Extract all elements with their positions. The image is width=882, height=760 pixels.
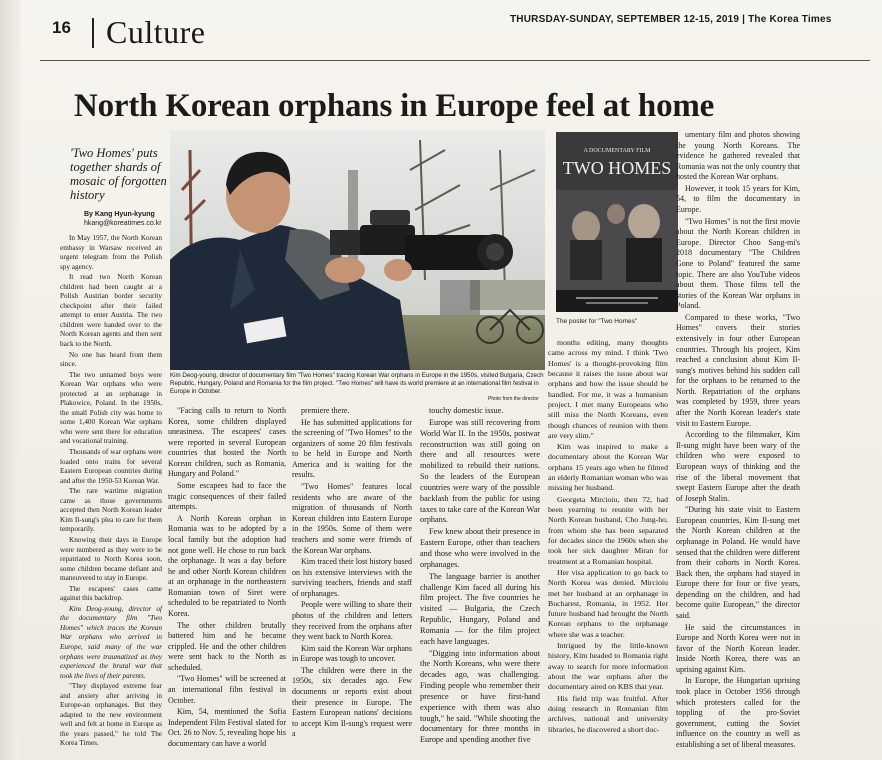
paragraph: It read two North Korean children had been caught at a Polish Austrian border security checkpoint after their failed attempt to enter Austria. The two children were handed over to the North Korean agents and then sent back to the North. (60, 273, 162, 349)
paragraph: Thousands of war orphans were loaded onto trains for several Eastern European countries during and after the 1950-53 Korean War. (60, 448, 162, 485)
paragraph: Compared to these works, "Two Homes" covers their stories extensively in four other European countries. Through his project, Kim reached a conclusion about Kim Il-sung's motives behind his sudden call for the orphans to be returned to the North. Repatriation of the orphans was completed by 1959, three years after the North Korean leader's state visit to Eastern Europe. (676, 312, 800, 428)
paragraph: "Facing calls to return to North Korea, some children displayed uneasiness. The escapees' cases were reported in several European countries that hosted the North Korean children, such as Romania, Hungary and Poland." (168, 406, 286, 479)
paragraph: "Digging into information about the North Koreans, who were there decades ago, was challenging. Finding people who remember their presence or have first-hand experience with them was also tough," he said. "While shooting the documentary for three months in Europe and spending another five (420, 648, 540, 745)
article-column-6 (676, 130, 800, 752)
section-divider (92, 18, 94, 48)
paragraph: Kim, 54, mentioned the Sofia Independent Film Festival slated for Oct. 26 to Nov. 5, revealing hope his documentary can have a world (168, 707, 286, 748)
section-title: Culture (106, 14, 206, 50)
article-column-5 (548, 338, 668, 736)
paragraph: No one has heard from them since. (60, 350, 162, 369)
paragraph: Kim Deog-young, director of the documentary film "Two Homes" which traces the Korean War orphans who arrived in Europe, said many of the war orphans were traumatized as they experienced the brutal war that took the lives of their parents. (60, 604, 162, 680)
paragraph: Knowing their days in Europe were numbered as they were to be repatriated to North Korea soon, some children became defiant and maneuvered to stay in Europe. (60, 535, 162, 583)
paragraph: Some escapees had to face the tragic consequences of their failed attempts. (168, 481, 286, 512)
paragraph: However, it took 15 years for Kim, 54, to film the documentary in Europe. (676, 183, 800, 215)
paragraph: In May 1957, the North Korean embassy in Warsaw received an urgent telegram from the Polish spy agency. (60, 234, 162, 271)
director-photo-art (170, 130, 545, 370)
paragraph: Georgeta Mircioiu, then 72, had been yearning to reunite with her North Korean husband, Cho Jung-ho, from whom she has been separated for decades since the 1960s when she took her sick daughter Miran for treatment at a Romanian hospital. (548, 494, 668, 566)
paragraph: According to the filmmaker, Kim Il-sung might have been wary of the children who were exposed to European ways of thinking and the rise of the liberal movement that swept Eastern Europe after the death of Joseph Stalin. (676, 430, 800, 503)
paragraph: months editing, many thoughts came across my mind. I think 'Two Homes' is a thought-provoking film because it raises the issue about war orphans and how the issue should be handled. For me, it was a humanism project. I met many Europeans who still miss the North Koreans, even though chances of reunion with them are very slim." (548, 338, 668, 440)
paragraph: premiere there. (301, 406, 350, 415)
byline-author: By Kang Hyun-kyung (84, 211, 155, 218)
paragraph: The other children brutally battered him and he became crippled. He and the other children were sent back to the North as scheduled. (168, 620, 286, 672)
paragraph: He has submitted applications for the screening of "Two Homes" to the organizers of some 20 film festivals to be held in Europe and North America and is waiting for the results. (292, 417, 412, 480)
byline-email: hkang@koreatimes.co.kr (84, 220, 162, 227)
paragraph: Kim traced their lost history based on his extensive interviews with the surviving teachers, friends and staff of orphanages. (292, 557, 412, 598)
poster-caption: The poster for "Two Homes" (556, 318, 638, 325)
paragraph: Kim said the Korean War orphans in Europe was tough to uncover. (292, 643, 412, 664)
paragraph: People were willing to share their photos of the children and letters they received from the orphans after they went back to North Korea. (292, 600, 412, 642)
paragraph: Kim was inspired to make a documentary about the Korean War orphans 15 years ago when he filmed an elderly Romanian woman who was missing her husband. (548, 442, 668, 493)
paragraph: "They displayed extreme fear and anxiety after arriving in Europe-an orphanages. But they adapted to the new environment well and felt at home in Europe as the years passed," he told The Korea Times. (60, 682, 162, 748)
article-column-4 (420, 406, 540, 747)
paragraph: touchy domestic issue. (429, 406, 504, 415)
photo-credit: Photo from the director (488, 396, 539, 402)
paragraph: "Two Homes" is not the first movie about the North Korean children in Europe. Director Choo Sang-mi's 2018 documentary "The Children Gone to Poland" featured the same topic. There are also YouTube videos about them. Those films tell the stories of the Korean War orphans in Poland. (676, 216, 800, 311)
subheadline: 'Two Homes' puts together shards of mosaic of forgotten history (70, 146, 167, 202)
paragraph: The language barrier is another challenge Kim faced all during his film project. The five countries he visited — Bulgaria, the Czech Republic, Hungary, Poland and Romania — for the film project each have languages. (420, 571, 540, 646)
byline (84, 210, 174, 228)
header-rule (40, 60, 870, 61)
film-poster (556, 132, 678, 312)
article-column-2 (168, 406, 286, 751)
paragraph: Her visa application to go back to North Korea was denied. Mircioiu met her husband at an orphanage in Bucharest, Romania, in 1952. Her future husband had brought the North Korean orphans to the orphanage where she was a teacher. (548, 567, 668, 639)
paragraph: The two unnamed boys were Korean War orphans who were protected at an orphanage in Plakowice, Poland. In the 1950s, the small Polish city was home to some 1,400 Korean War orphans who were sent there for education and vocational training. (60, 370, 162, 446)
paragraph: Few knew about their presence in Eastern Europe, other than teachers and those who were involved in the orphanages. (420, 527, 540, 569)
article-column-1 (60, 234, 162, 750)
article-column-3 (292, 406, 412, 741)
paragraph: A North Korean orphan in Romania was to be adopted by a local family but the adoption had not gone well. He chose to run back the orphanage. It was a day before he and other North Korean children at an orphanage in the northeastern Romanian town of Siret were scheduled to be repatriated to North Korea. (168, 513, 286, 618)
photo-caption: Kim Deog-young, director of documentary film "Two Homes" tracing Korean War orphans in Europe in the 1950s, visited Bulgaria, Czech Republic, Hungary, Poland and Romania for the film project. "Two Homes" will have its world premiere at an international film festival in Europe in October. (170, 372, 544, 395)
paragraph: In Europe, the Hungarian uprising took place in October 1956 through which protesters called for the toppling of the pro-Soviet government, cutting the Soviet influence on the country as well as establishing a set of liberal measures. (676, 676, 800, 749)
headline: North Korean orphans in Europe feel at home (74, 88, 715, 124)
paragraph: He said the circumstances in Europe and North Korea were not in favor of the North Korean leader. Inside North Korea, there was an uprising against Kim. (676, 622, 800, 674)
paragraph: The escapees' cases came against this backdrop. (60, 584, 162, 603)
poster-title: TWO HOMES (562, 158, 672, 178)
paragraph: His field trip was fruitful. After doing research in Romanian film archives, national and university libraries, he discovered a short doc- (548, 693, 668, 734)
paragraph: The children were there in the 1950s, six decades ago. Few documents or reports exist about their presence in Europe. The Eastern European nations' decisions to accept Kim Il-sung's request were a (292, 665, 412, 739)
director-photo (170, 130, 545, 370)
paragraph: Europe was still recovering from World War II. In the 1950s, postwar reconstruction was still going on there and all resources were mobilized to rebuild their nations. So the leaders of the European countries were wary of the possible backlash from the public for using taxes to take care of the Korean War orphans. (420, 417, 540, 525)
poster-small-title: A DOCUMENTARY FILM (583, 148, 651, 154)
page-number: 16 (52, 18, 71, 37)
page-edge-shadow (0, 0, 20, 760)
paragraph: "During his state visit to Eastern European countries, Kim Il-sung met the North Korean children at the orphanage in Poland. He would have sensed that the children were different from their cohorts in North Korea. Back then, the orphans had stayed in Europe there for four or five years, depending on the children, and had become quite European," the director said. (676, 505, 800, 621)
paragraph: umentary film and photos showing the young North Koreans. The evidence he gathered revealed that Romania was not the only country that hosted the Korean War orphans. (676, 130, 800, 182)
paragraph: Intrigued by the little-known history, Kim headed to Romania right away to search for more information about the war orphans after the documentary aired on KBS that year. (548, 641, 668, 692)
paragraph: The rare wartime migration came as those governments accepted then North Korean leader Kim Il-sung's plea to care for them temporarily. (60, 487, 162, 534)
film-poster-art (556, 132, 678, 312)
paragraph: "Two Homes" features local residents who are aware of the migration of thousands of North Korean children into Eastern Europe in the 1950s. Some of them were teachers and some were friends of the Korean War orphans. (292, 482, 412, 555)
paragraph: "Two Homes" will be screened at an international film festival in October. (168, 674, 286, 705)
dateline: THURSDAY-SUNDAY, SEPTEMBER 12-15, 2019 | The Korea Times (510, 14, 832, 25)
